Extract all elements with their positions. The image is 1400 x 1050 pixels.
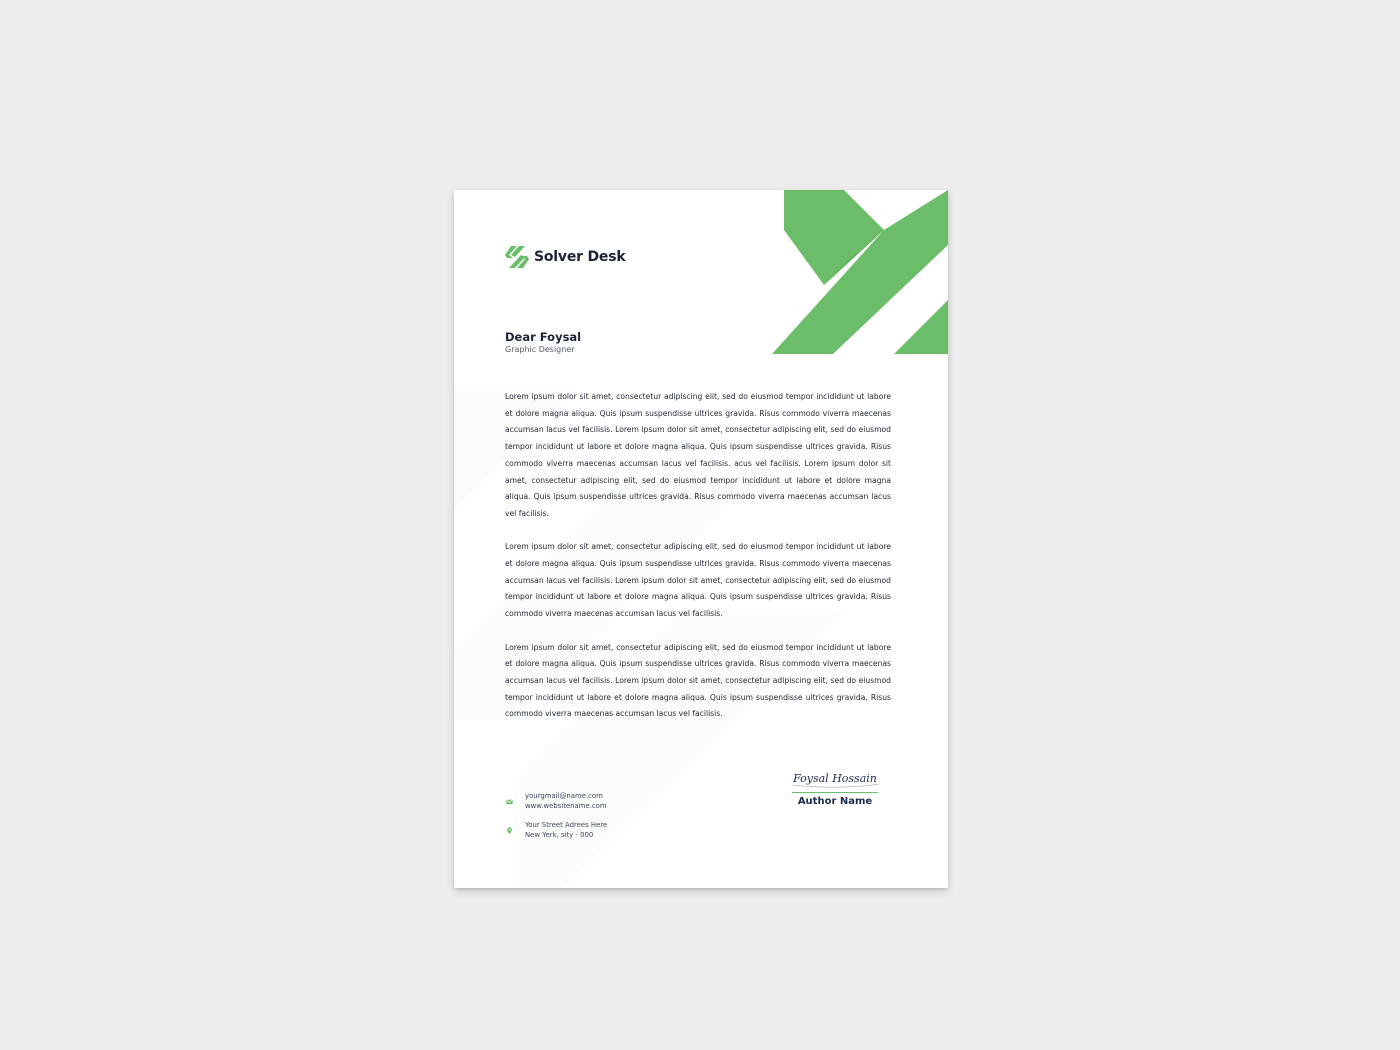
contact-address-line2: New Yerk, sity - 000: [525, 831, 594, 840]
signature-line: [792, 792, 878, 793]
recipient-block: [505, 330, 581, 355]
contact-email: yourgmail@name.com: [525, 792, 603, 800]
corner-shape-bottom: [894, 300, 948, 354]
company-logo: [505, 246, 625, 268]
corner-shape-top: [784, 190, 884, 285]
envelope-icon: [505, 797, 514, 806]
body-paragraph-1: Lorem ipsum dolor sit amet, consectetur adipiscing elit, sed do eiusmod tempor incididunt ut labore et dolore magna aliqua. Quis ipsum suspendisse ultrices gravida. Risus commodo viverra maecenas accumsan lacus vel facilisis. Lorem ipsum dolor sit amet, consectetur adipiscing elit, sed do eiusmod tempor incididunt ut labore et dolore magna aliqua. Quis ipsum suspendisse ultrices gravida. Risus commodo viverra maecenas accumsan lacus vel facilisis. acus vel facilisis. Lorem ipsum dolor sit amet, consectetur adipiscing elit, sed do eiusmod tempor incididunt ut labore et dolore magna aliqua. Quis ipsum suspendisse ultrices gravida. Risus commodo viverra maecenas accumsan lacus vel facilisis.: [505, 392, 891, 518]
body-paragraph-3: Lorem ipsum dolor sit amet, consectetur adipiscing elit, sed do eiusmod tempor incididunt ut labore et dolore magna aliqua. Quis ipsum suspendisse ultrices gravida. Risus commodo viverra maecenas accumsan lacus vel facilisis. Lorem ipsum dolor sit amet, consectetur adipiscing elit, sed do eiusmod tempor incididunt ut labore et dolore magna aliqua. Quis ipsum suspendisse ultrices gravida. Risus commodo viverra maecenas accumsan lacus vel facilisis.: [505, 642, 891, 719]
author-name: Author Name: [797, 796, 873, 807]
signature-block: [785, 762, 885, 807]
contact-website: www.websitename.com: [525, 802, 607, 811]
recipient-name: Dear Foysal: [505, 330, 582, 344]
map-pin-icon: [505, 826, 514, 835]
double-slash-logo-icon: [505, 246, 529, 268]
contact-address-line1: Your Street Adrees Here: [525, 821, 608, 829]
body-paragraph-2: Lorem ipsum dolor sit amet, consectetur adipiscing elit, sed do eiusmod tempor incididunt ut labore et dolore magna aliqua. Quis ipsum suspendisse ultrices gravida. Risus commodo viverra maecenas accumsan lacus vel facilisis. Lorem ipsum dolor sit amet, consectetur adipiscing elit, sed do eiusmod tempor incididunt ut labore et dolore magna aliqua. Quis ipsum suspendisse ultrices gravida. Risus commodo viverra maecenas accumsan lacus vel facilisis.: [505, 542, 891, 619]
letter-body: [505, 389, 891, 740]
recipient-title: Graphic Designer: [505, 345, 575, 354]
company-name: Solver Desk: [534, 249, 626, 265]
signature-text: Foysal Hossain: [793, 772, 877, 785]
handwritten-signature: [785, 762, 885, 792]
corner-shape-shadow: [824, 230, 884, 285]
letterhead-page: [454, 190, 948, 888]
corner-shape-band: [772, 190, 948, 354]
contact-address-block: [505, 820, 607, 841]
contact-email-block: [505, 791, 607, 812]
